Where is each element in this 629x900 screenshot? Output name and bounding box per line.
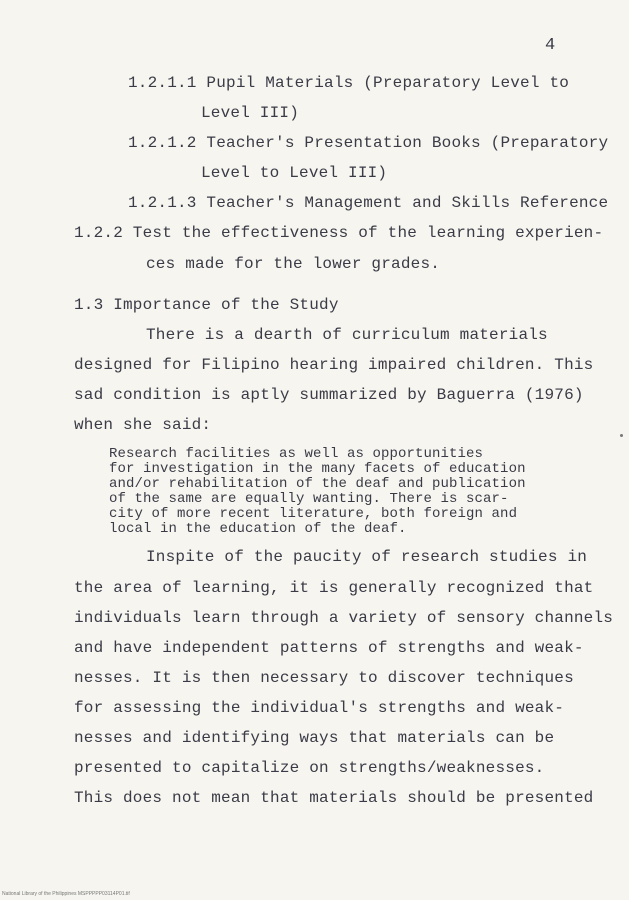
- text-line: presented to capitalize on strengths/weaknesses.: [74, 759, 545, 777]
- block-quote-line: Research facilities as well as opportunities: [109, 446, 484, 462]
- text-line: ces made for the lower grades.: [146, 255, 441, 273]
- block-quote-line: local in the education of the deaf.: [109, 521, 407, 537]
- text-line: 1.2.1.1 Pupil Materials (Preparatory Level to: [128, 74, 570, 92]
- text-line: and have independent patterns of strengths and weak-: [74, 639, 584, 657]
- text-line: for assessing the individual's strengths and weak-: [74, 699, 565, 717]
- text-line: when she said:: [74, 416, 212, 434]
- text-line: 1.2.1.3 Teacher's Management and Skills Reference: [128, 194, 609, 212]
- speck: [620, 434, 623, 437]
- block-quote-line: and/or rehabilitation of the deaf and publication: [109, 476, 526, 492]
- text-line: the area of learning, it is generally recognized that: [74, 579, 594, 597]
- text-line: sad condition is aptly summarized by Baguerra (1976): [74, 386, 584, 404]
- text-line: Level III): [201, 104, 300, 122]
- scan-footer: National Library of the Philippines MSPPPPP03114P01.tif: [2, 891, 130, 897]
- text-line: Level to Level III): [201, 164, 388, 182]
- text-line: individuals learn through a variety of sensory channels: [74, 609, 614, 627]
- block-quote-line: city of more recent literature, both foreign and: [109, 506, 518, 522]
- text-line: 1.2.2 Test the effectiveness of the learning experien-: [74, 224, 604, 242]
- text-line: nesses and identifying ways that materials can be: [74, 729, 555, 747]
- text-line: designed for Filipino hearing impaired children. This: [74, 356, 594, 374]
- text-line: This does not mean that materials should be presented: [74, 789, 594, 807]
- block-quote-line: for investigation in the many facets of education: [109, 461, 526, 477]
- block-quote-line: of the same are equally wanting. There is scar-: [109, 491, 509, 507]
- text-line: Inspite of the paucity of research studies in: [146, 548, 588, 566]
- text-line: 1.2.1.2 Teacher's Presentation Books (Preparatory: [128, 134, 609, 152]
- text-line: There is a dearth of curriculum materials: [146, 326, 548, 344]
- text-line: nesses. It is then necessary to discover techniques: [74, 669, 574, 687]
- page-number: 4: [545, 36, 556, 55]
- section-heading: 1.3 Importance of the Study: [74, 296, 339, 314]
